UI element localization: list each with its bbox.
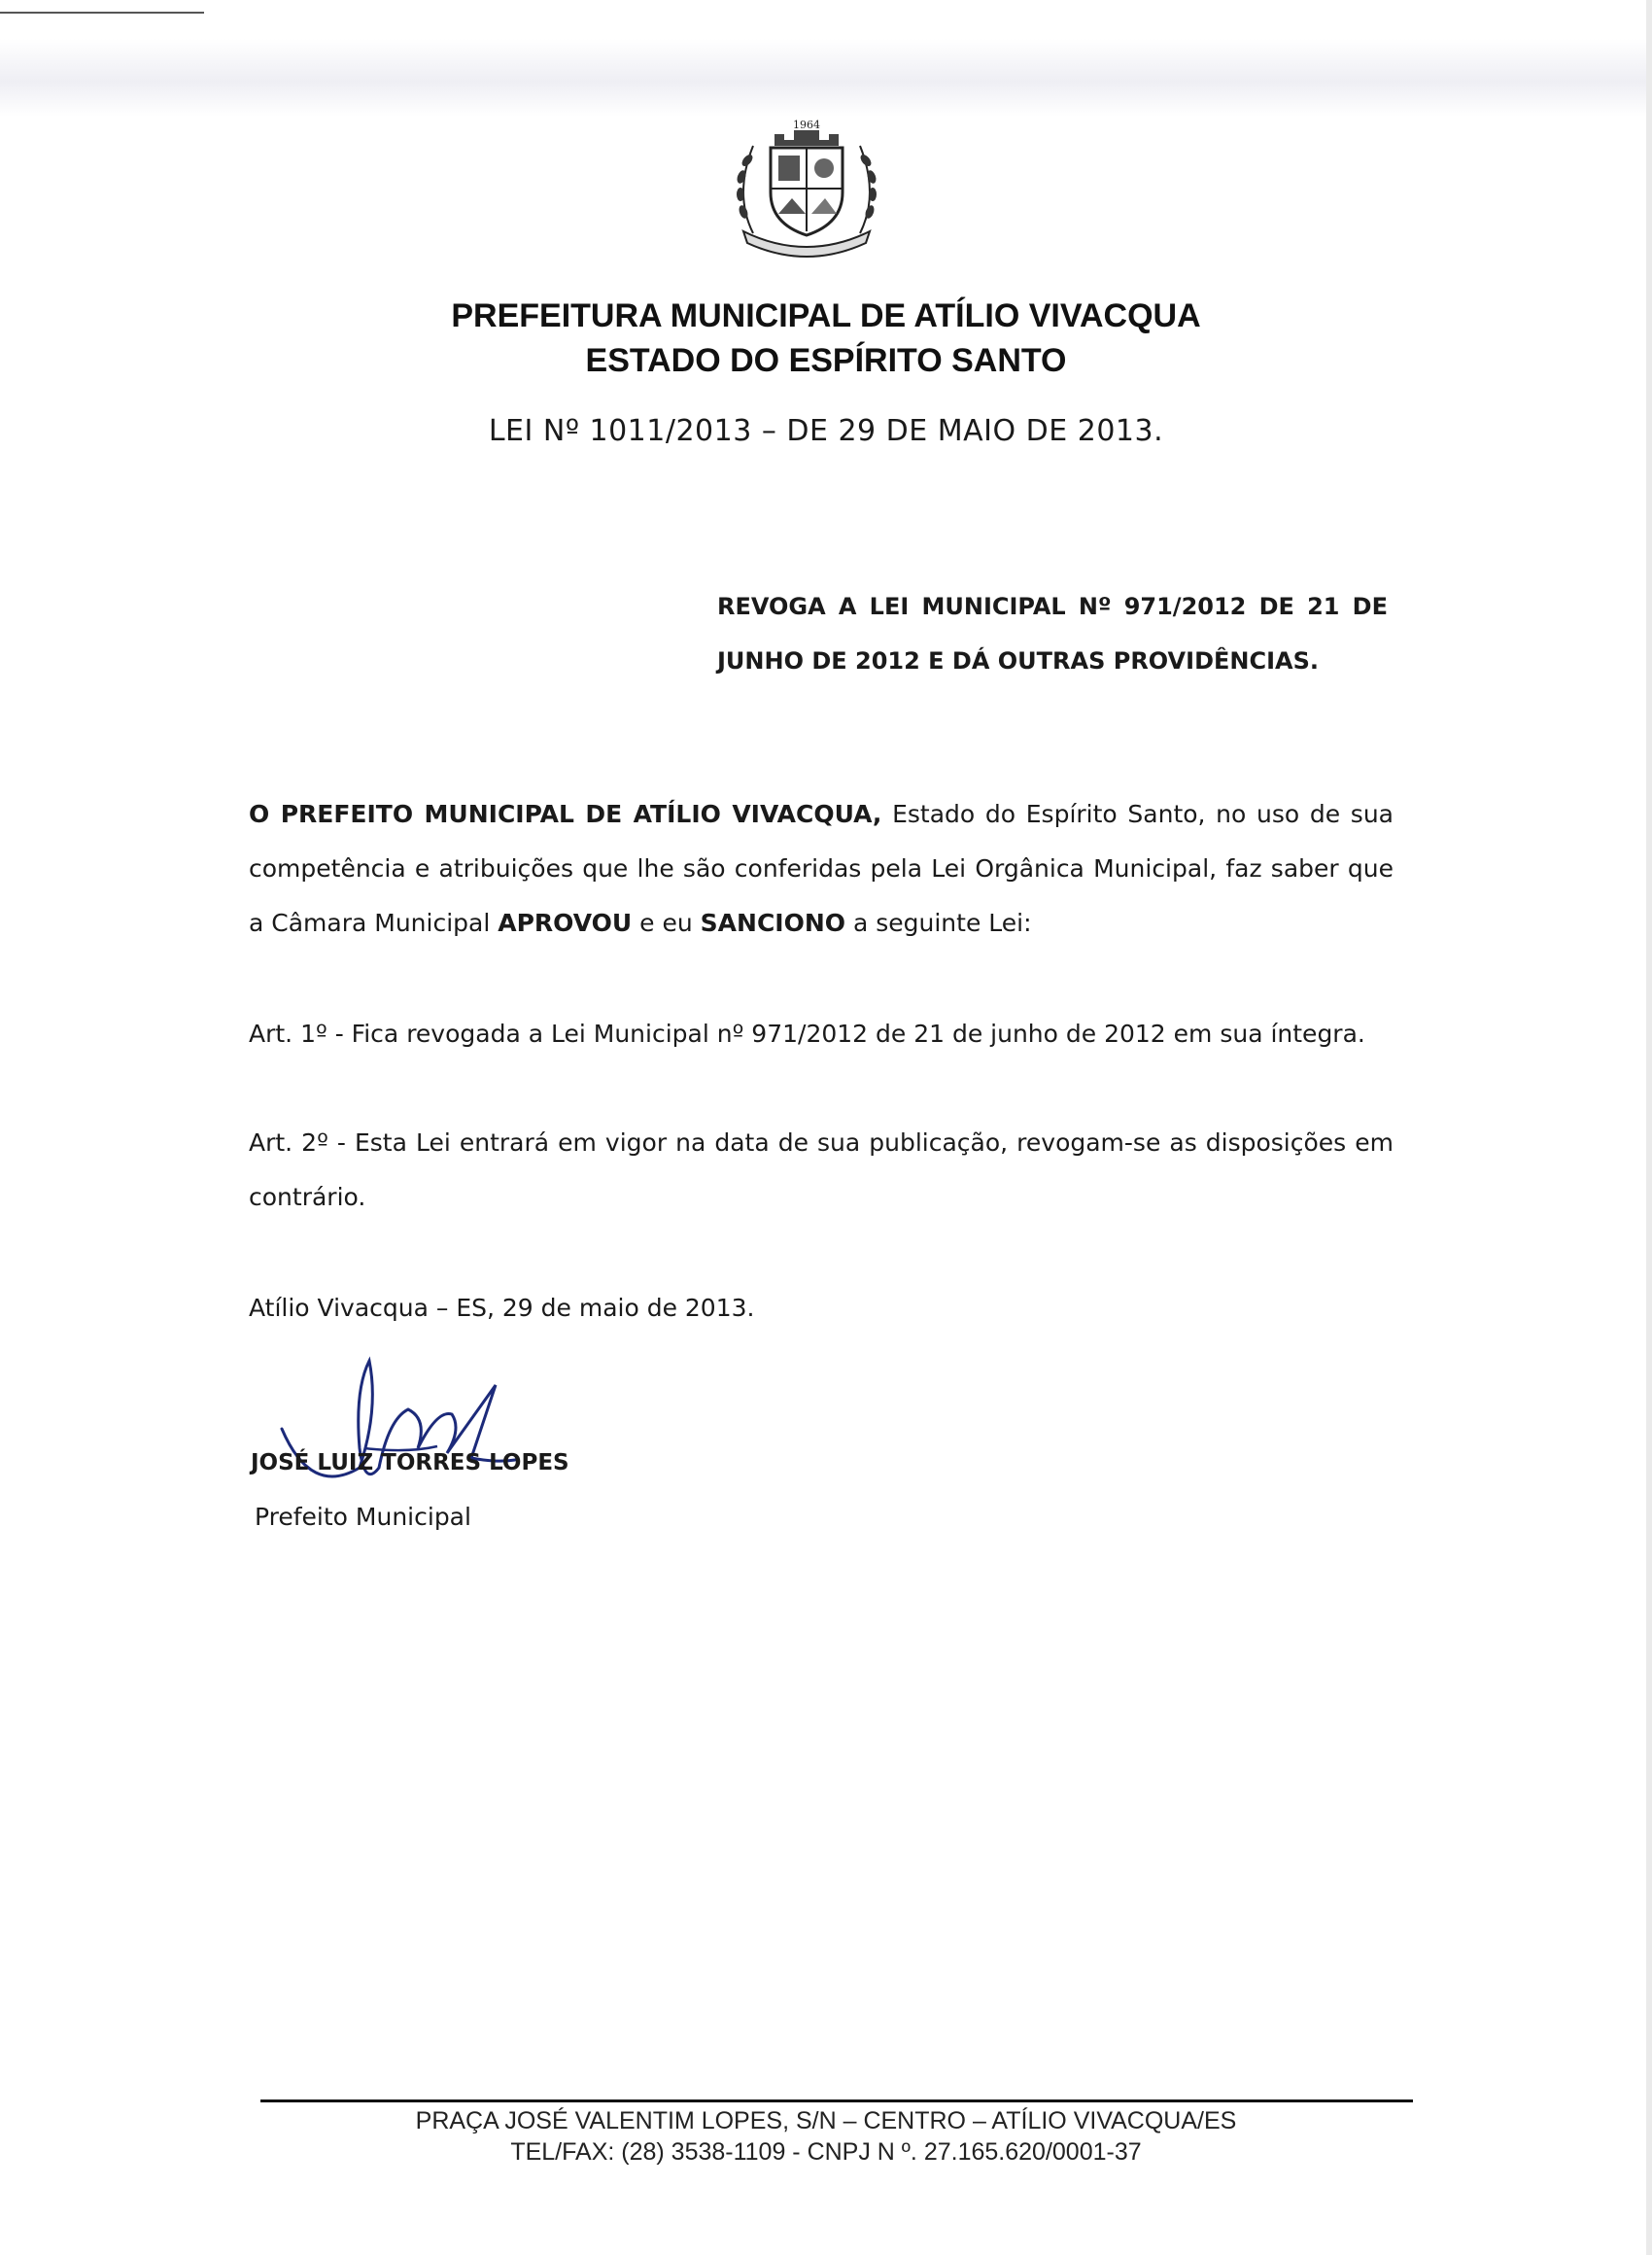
letterhead-line-1: PREFEITURA MUNICIPAL DE ATÍLIO VIVACQUA (451, 297, 1201, 334)
law-title: LEI Nº 1011/2013 – DE 29 DE MAIO DE 2013. (488, 414, 1164, 448)
preamble-text-b: e eu (632, 909, 701, 937)
preamble-text-c: a seguinte Lei: (845, 909, 1032, 937)
footer-address: PRAÇA JOSÉ VALENTIM LOPES, S/N – CENTRO – ATÍLIO VIVACQUA/ES (415, 2107, 1237, 2134)
preamble-aprovou: APROVOU (498, 909, 633, 937)
footer-contact: TEL/FAX: (28) 3538-1109 - CNPJ N º. 27.165.620/0001-37 (510, 2138, 1142, 2166)
seal-year: 1964 (793, 119, 820, 131)
article-1: Art. 1º - Fica revogada a Lei Municipal nº 971/2012 de 21 de junho de 2012 em sua íntegra. (249, 1020, 1365, 1048)
article-2: Art. 2º - Esta Lei entrará em vigor na data de sua publicação, revogam-se as disposições em contrário. (249, 1128, 1394, 1211)
footer (243, 2105, 1409, 2168)
letterhead-line-2: ESTADO DO ESPÍRITO SANTO (585, 342, 1067, 379)
signer-role: Prefeito Municipal (255, 1503, 471, 1531)
handwritten-signature (272, 1351, 554, 1516)
scan-top-rule (0, 12, 204, 14)
preamble-sanciono: SANCIONO (700, 909, 846, 937)
letterhead (243, 294, 1409, 383)
scan-shading (0, 39, 1652, 117)
footer-divider (260, 2099, 1413, 2102)
preamble-paragraph (249, 787, 1394, 951)
scan-right-edge (1646, 0, 1652, 2255)
law-summary: REVOGA A LEI MUNICIPAL Nº 971/2012 DE 21 DE JUNHO DE 2012 E DÁ OUTRAS PROVIDÊNCIAS. (717, 593, 1388, 675)
signer-name: JOSÉ LUIZ TORRES LOPES (251, 1450, 569, 1475)
preamble-text-a: Estado do Espírito Santo, no uso de sua competência e atribuições que lhe são conferidas pela Lei Orgânica Municipal, faz saber que a Câmara Municipal (249, 800, 1394, 937)
preamble-bold-intro: O PREFEITO MUNICIPAL DE ATÍLIO VIVACQUA, (249, 800, 882, 828)
place-and-date: Atílio Vivacqua – ES, 29 de maio de 2013. (249, 1294, 755, 1322)
coat-of-arms-icon (724, 117, 889, 262)
